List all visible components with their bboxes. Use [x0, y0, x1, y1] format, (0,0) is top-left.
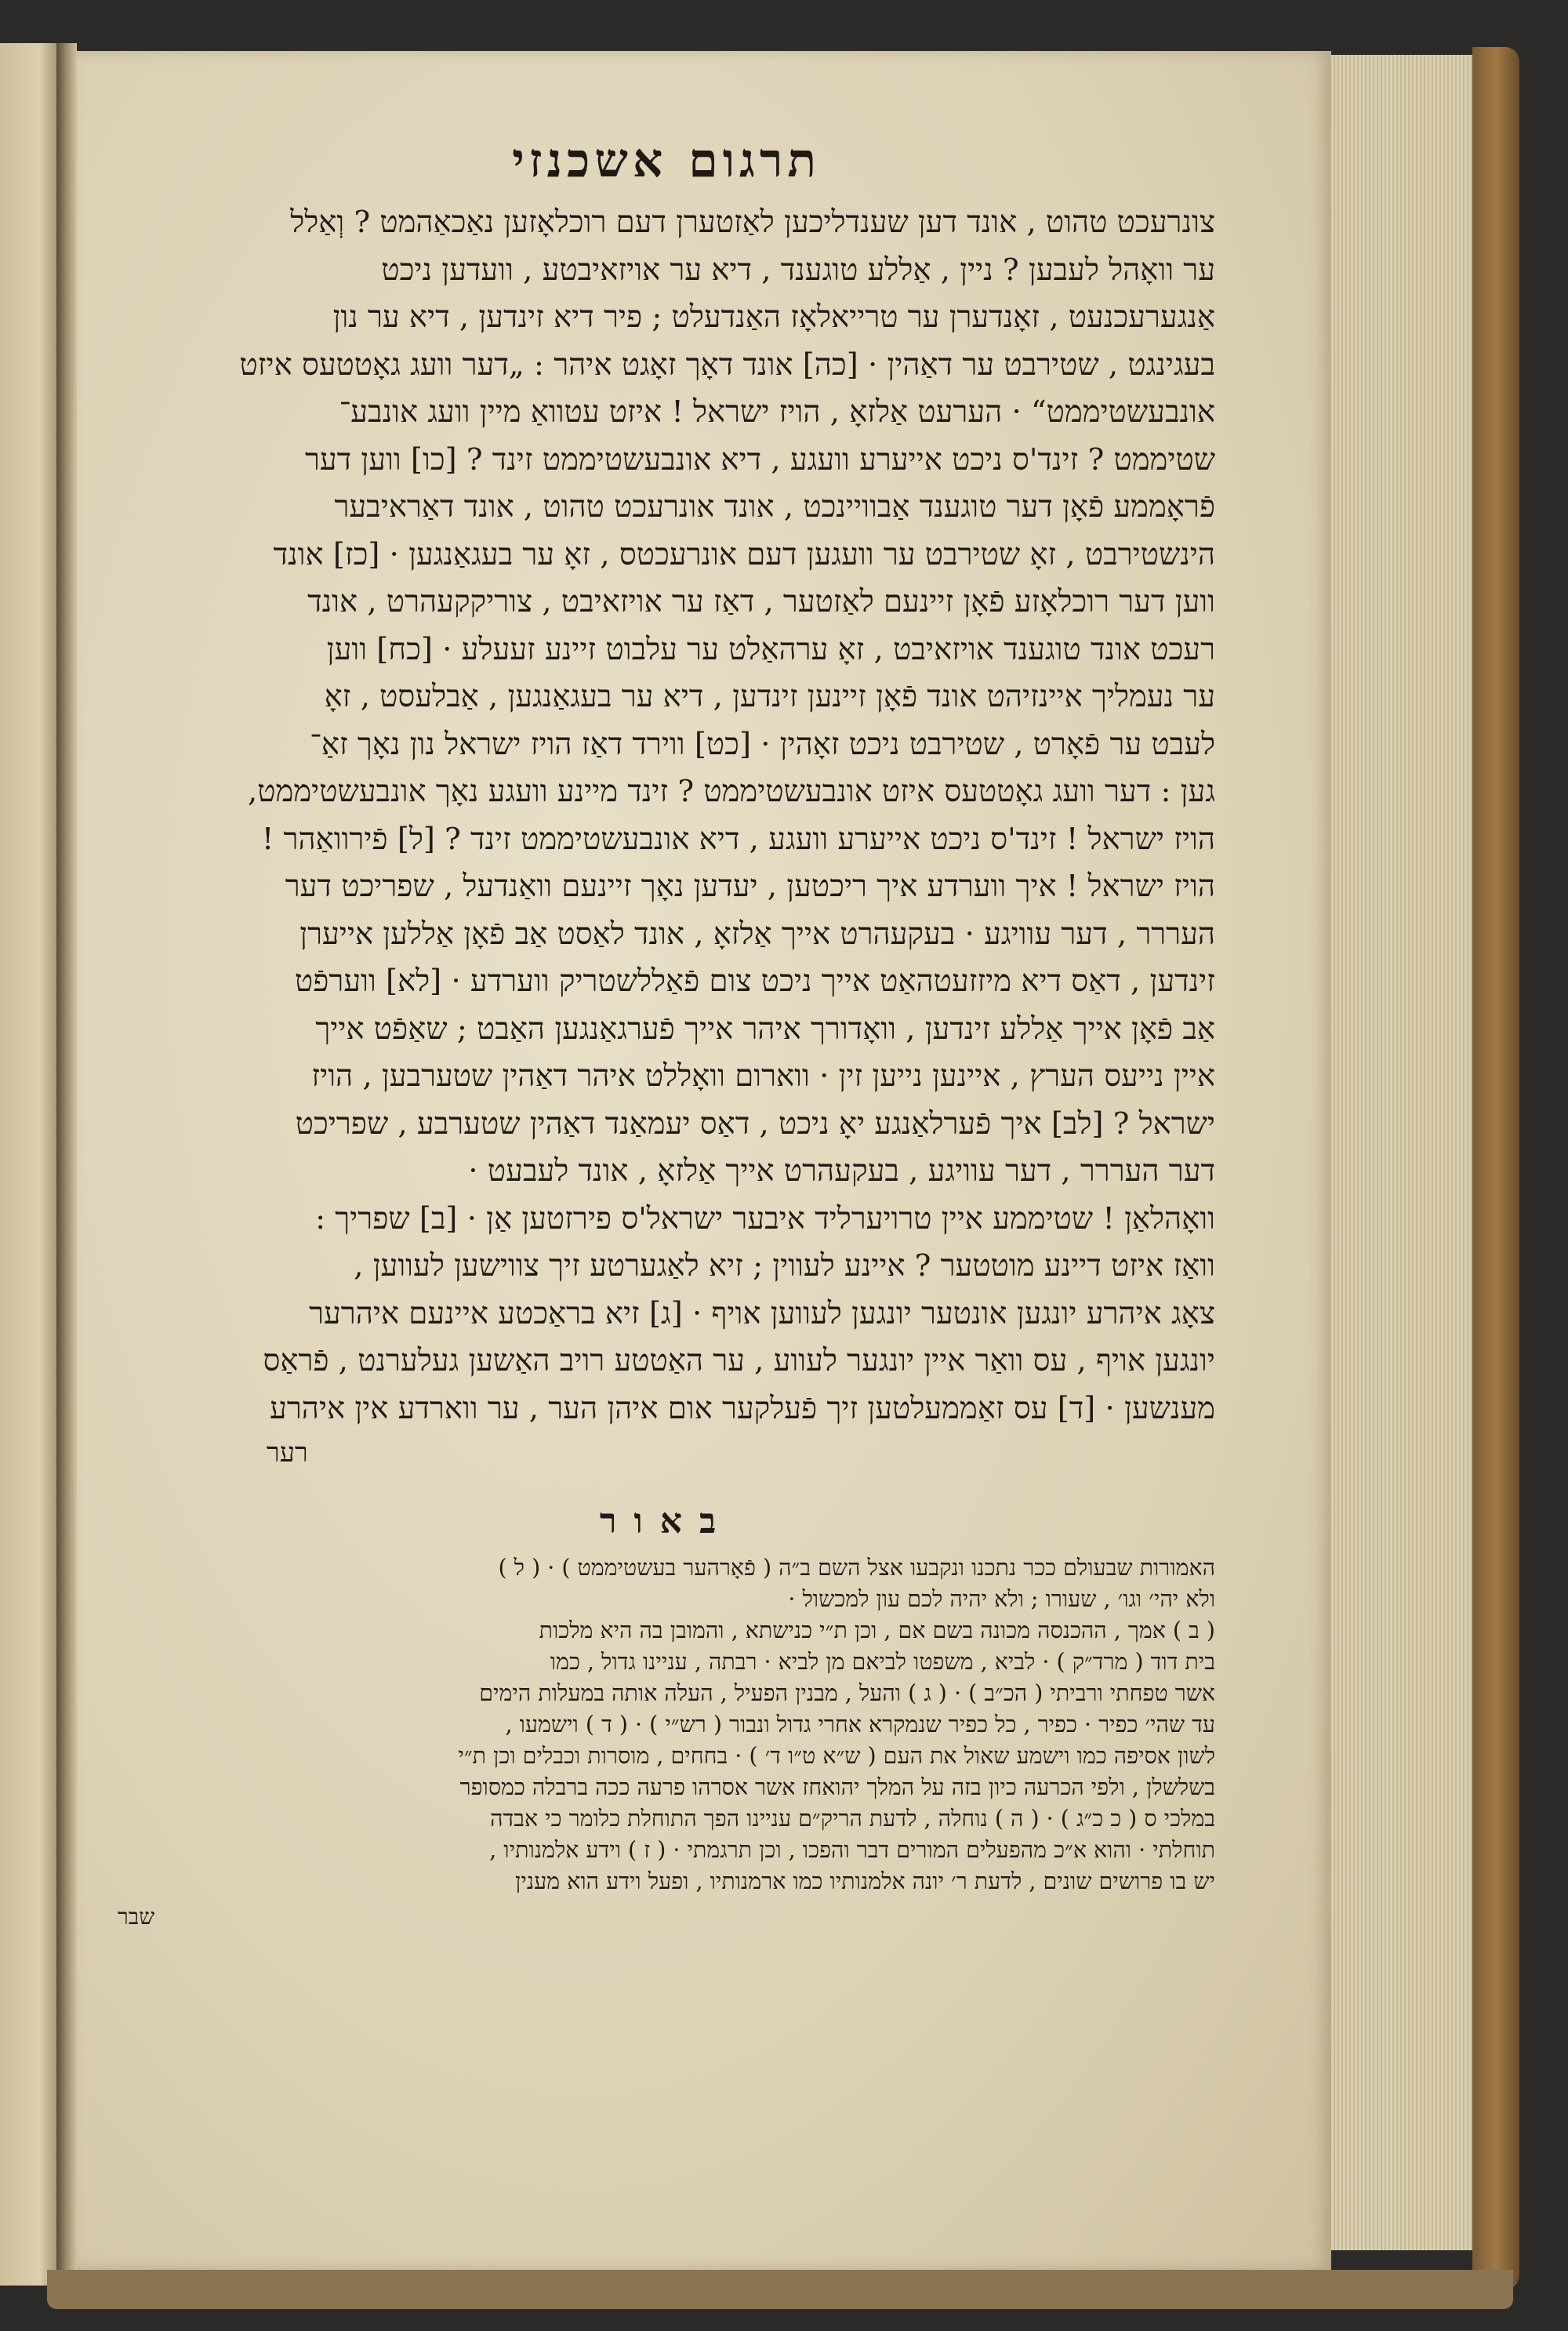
commentary-line: אשר טפחתי ורביתי ( הכ״ב ) · ( ג ) והעל , מבנין הפעיל , העלה אותה במעלות הימים: [479, 1680, 1215, 1706]
commentary-text: [118, 1552, 1215, 1897]
translation-line: איין נייעס הערץ , איינען נייען זין · ווארום וואָללט איהר דאַהין שטערבען , הויז: [311, 1058, 1215, 1094]
translation-line: הויז ישראל ! איך ווערדע איך ריכטען , יעדען נאָך זיינעם וואַנדעל , שפריכט דער: [285, 869, 1215, 904]
translation-line: ער וואָהל לעבען ? ניין , אַללע טוגענד , דיא ער אויזאיבטע , וועדען ניכט: [381, 252, 1215, 288]
translation-line: הויז ישראל ! זינד'ס ניכט אייערע וועגע , דיא אונבעשטיממט זינד ? [ל] פֿירוואַהר !: [261, 821, 1215, 857]
translation-line: ישראל ? [לב] איך פֿערלאַנגע יאָ ניכט , דאַס יעמאַנד דאַהין שטערבע , שפריכט: [295, 1106, 1215, 1142]
translation-line: הינשטירבט , זאָ שטירבט ער וועגען דעם אונרעכטס , זאָ ער בעגאַנגען · [כז] אונד: [273, 536, 1215, 572]
translation-line: זינדען , דאַס דיא מיזזעטהאַט אייך ניכט צום פֿאַללשטריק ווערדע · [לא] ווערפֿט: [294, 964, 1215, 999]
translation-line: מענשען · [ד] עס זאַממעלטען זיך פֿעלקער אום איהן הער , ער ווארדע אין איהרע: [270, 1390, 1215, 1426]
translation-catchword: רער: [267, 1437, 308, 1469]
translation-line: דער העררר , דער עוויגע , בעקעהרט אייך אַלזאָ , אונד לעבעט ·: [468, 1153, 1215, 1189]
translation-line: אַנגערעכנעט , זאָנדערן ער טרייאלאָז האַנדעלט ; פיר דיא זינדען , דיא ער נון: [332, 300, 1215, 335]
page-stack-edges: [1331, 55, 1477, 2250]
commentary-line: בית דוד ( מרד״ק ) · לביא , משפטו לביאם מן לביא · רבתה , עניינו גדול , כמו: [550, 1649, 1215, 1675]
translation-line: אַב פֿאָן אייך אַללע זינדען , וואָדורך איהר אייך פֿערגאַנגען האַבט ; שאַפֿט אייך: [315, 1011, 1215, 1047]
translation-line: וואַז איזט דיינע מוטטער ? איינע לעווין ; זיא לאַגערטע זיך צווישען לעווען ,: [354, 1248, 1215, 1284]
section-title-biur: באור: [599, 1501, 734, 1541]
page-content: [118, 133, 1215, 1930]
translation-line: אונבעשטיממט“ · הערעט אַלזאָ , הויז ישראל ! איזט עטוואַ מיין וועג אונבע־: [339, 394, 1215, 430]
commentary-line: במלכי ס ( כ כ״ג ) · ( ה ) נוחלה , לדעת הריק״ם עניינו הפך התוחלת כלומר כי אבדה: [490, 1806, 1215, 1832]
translation-line: צונרעכט טהוט , אונד דען שענדליכען לאַזטערן דעם רוכלאָזען נאַכאַהמט ? וְאַלל: [290, 205, 1215, 240]
commentary-catchword: שבר: [118, 1904, 155, 1930]
commentary-line: עד שהי׳ כפיר · כפיר , כל כפיר שנמקרא אחרי גדול ונבור ( רש״י ) · ( ד ) וישמעו ,: [505, 1712, 1215, 1737]
commentary-line: בשלשלן , ולפי הכרעה כיון בזה על המלך יהואחז אשר אסרהו פרעה ככה ברבלה כמסופר: [459, 1774, 1215, 1800]
translation-line: צאָג איהרע יונגען אונטער יונגען לעווען אויף · [ג] זיא בראַכטע איינעם איהרער: [309, 1295, 1215, 1331]
translation-text: [118, 199, 1215, 1432]
translation-line: ער נעמליך איינזיהט אונד פֿאָן זיינען זינדען , דיא ער בעגאַנגען , אַבלעסט , זאָ: [324, 679, 1215, 714]
translation-line: וואָהלאַן ! שטיממע איין טרויערליד איבער ישראל'ס פירזטען אַן · [ב] שפריך :: [315, 1200, 1215, 1236]
translation-line: בעגינגט , שטירבט ער דאַהין · [כה] אונד דאָך זאָגט איהר : „דער וועג גאָטטעס איזט: [239, 347, 1215, 383]
book-bottom-edge: [47, 2270, 1513, 2309]
commentary-line: האמורות שבעולם ככר נתכנו ונקבעו אצל השם ב״ה ( פֿאָרהער בעשטיממט ) · ( ל ): [498, 1555, 1215, 1581]
book-gutter: [56, 43, 77, 2286]
translation-line: רעכט אונד טוגענד אויזאיבט , זאָ ערהאַלט ער עלבוט זיינע זעעלע · [כח] ווען: [326, 631, 1215, 667]
commentary-line: יש בו פרושים שונים , לדעת ר׳ יונה אלמנותיו כמו ארמנותיו , ופעל וידע הוא מענין: [515, 1868, 1215, 1894]
commentary-line: ( ב ) אמך , ההכנסה מכונה בשם אם , וכן ת״י כנישתא , והמובן בה היא מלכות: [539, 1618, 1215, 1643]
translation-line: שטיממט ? זינד'ס ניכט אייערע וועגע , דיא אונבעשטיממט זינד ? [כו] ווען דער: [304, 441, 1215, 477]
translation-line: ווען דער רוכלאָזע פֿאָן זיינעם לאַזטער , דאַז ער אויזאיבט , צוריקקעהרט , אונד: [307, 584, 1215, 619]
commentary-line: תוחלתי · והוא א״כ מהפעלים המורים דבר והפכו , וכן תרגמתי · ( ז ) וידע אלמנותיו ,: [489, 1837, 1215, 1863]
left-page-edge: [0, 43, 59, 2286]
translation-line: לעבט ער פֿאָרט , שטירבט ניכט זאָהין · [כט] ווירד דאַז הויז ישראל נון נאָך זאַ־: [310, 726, 1215, 762]
translation-line: העררר , דער עוויגע · בעקעהרט אייך אַלזאָ , אונד לאַסט אַב פֿאָן אַללען אייערן: [299, 916, 1215, 952]
commentary-line: לשון אסיפה כמו וישמע שאול את העם ( ש״א ט״ו ד׳ ) · בחחים , מוסרות וכבלים וכן ת״י: [458, 1743, 1215, 1769]
book-cover-edge: [1472, 47, 1519, 2289]
page-header-title: תרגום אשכנזי: [512, 133, 821, 188]
translation-line: יונגען אויף , עס וואַר איין יונגער לעווע , ער האַטטע רויב האַשען געלערנט , פֿראַס: [263, 1343, 1215, 1378]
translation-line: פֿראָממע פֿאָן דער טוגענד אַבוויינכט , אונד אונרעכט טהוט , אונד דאַראיבער: [334, 489, 1215, 525]
commentary-line: ולא יהי׳ וגו׳ , שעורו ; ולא יהיה לכם עון למכשול ·: [788, 1586, 1215, 1612]
translation-line: גען : דער וועג גאָטטעס איזט אונבעשטיממט ? זינד מיינע וועגע נאָך אונבעשטיממט,: [248, 774, 1215, 809]
